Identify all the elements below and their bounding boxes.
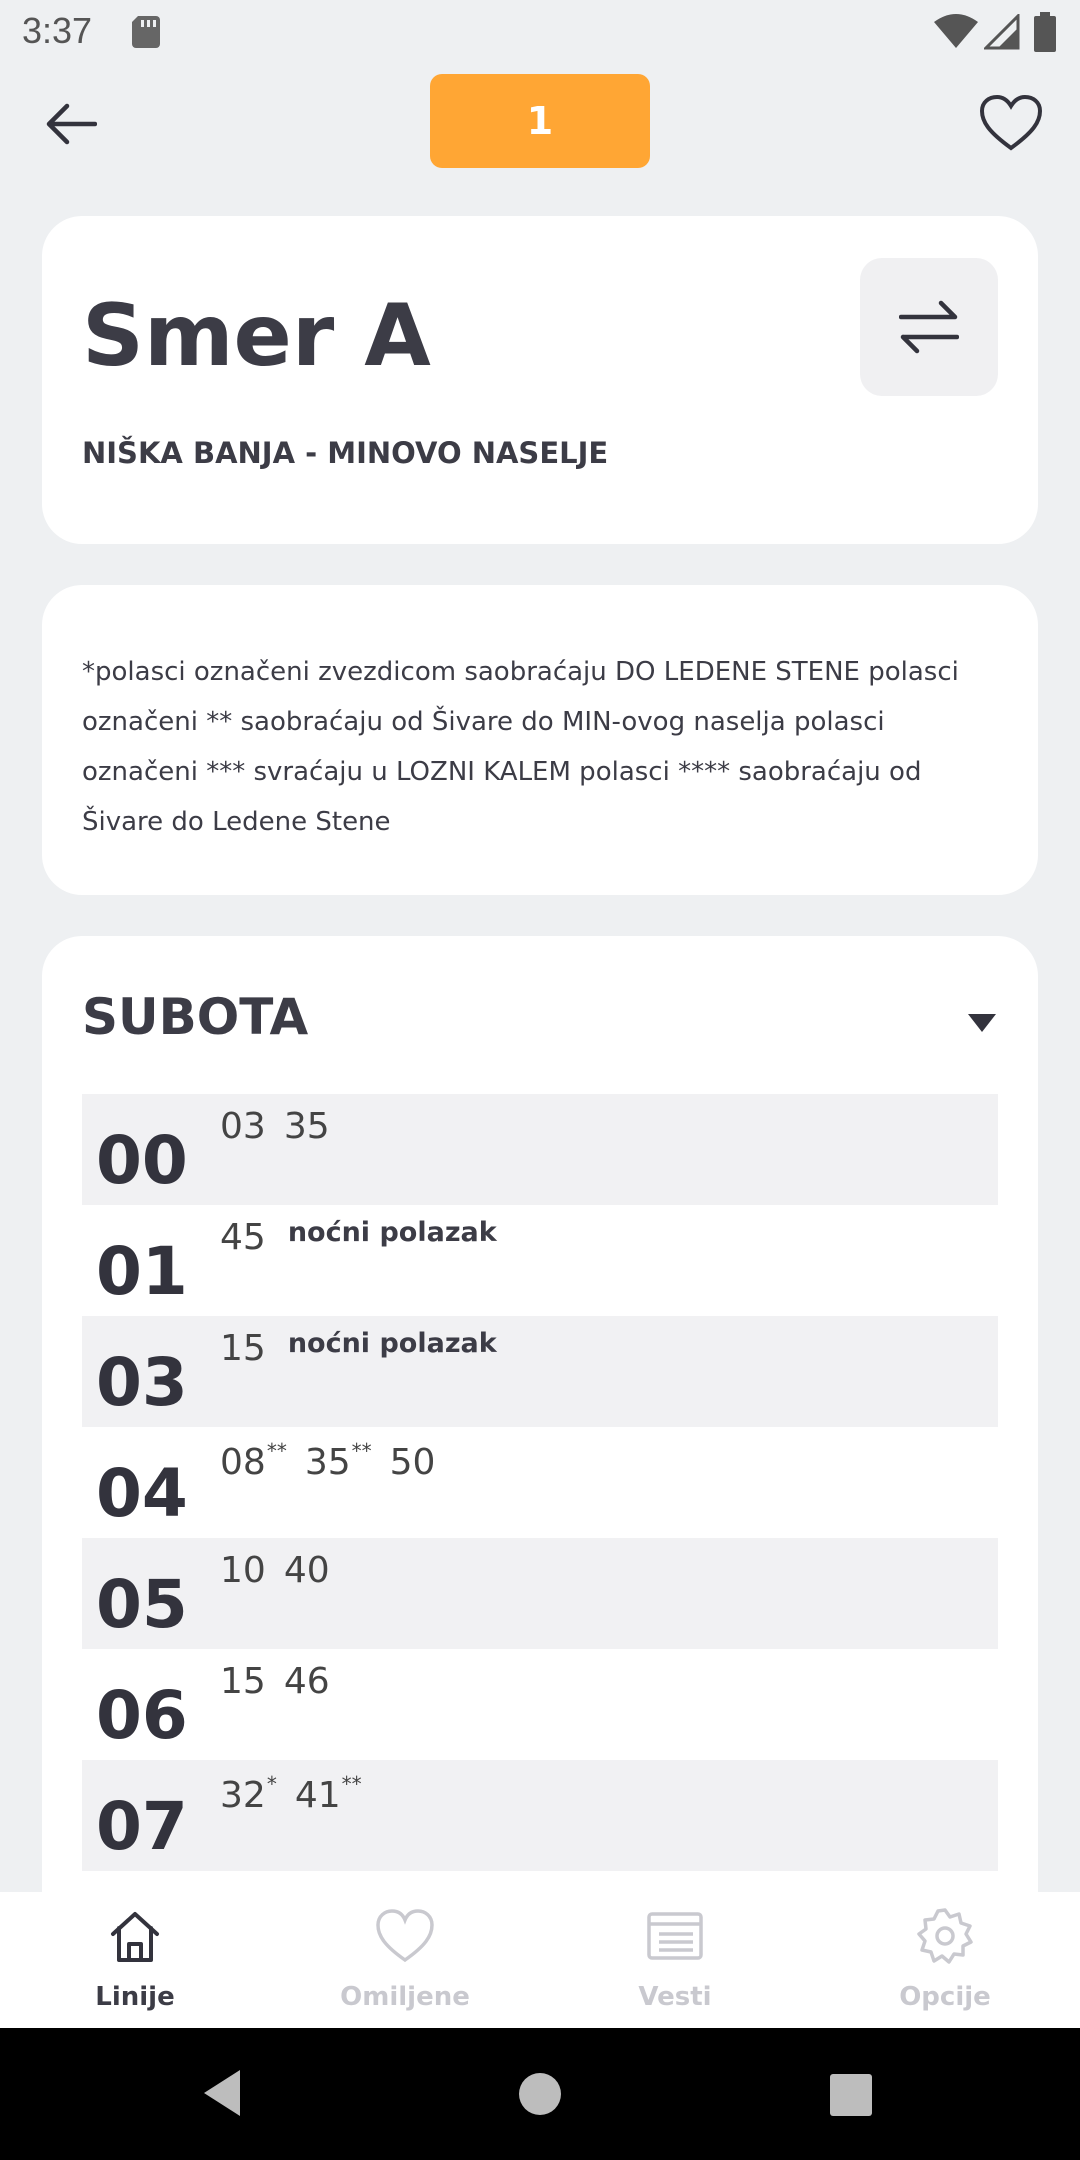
schedule-row xyxy=(82,1760,998,1871)
departure-minute xyxy=(284,1550,330,1591)
hour-label: 04 xyxy=(96,1455,188,1532)
nav-item-opcije[interactable] xyxy=(810,1892,1080,2028)
schedule-row xyxy=(82,1094,998,1205)
footnote-mark: ** xyxy=(351,1439,372,1463)
departure-minute xyxy=(294,1772,362,1816)
minute-value: 15 xyxy=(220,1328,266,1369)
departure-minute xyxy=(220,1328,266,1369)
heart-icon xyxy=(375,1906,435,1966)
hour-label: 01 xyxy=(96,1233,188,1310)
hour-label: 03 xyxy=(96,1344,188,1421)
schedule-row xyxy=(82,1427,998,1538)
schedule-row xyxy=(82,1205,998,1316)
line-number-badge: 1 xyxy=(430,74,650,168)
news-icon xyxy=(645,1906,705,1966)
back-button[interactable] xyxy=(36,94,106,154)
hour-label: 05 xyxy=(96,1566,188,1643)
minute-value: 35 xyxy=(304,1442,351,1483)
nav-label: Linije xyxy=(95,1982,175,2012)
sd-card-icon xyxy=(132,16,160,48)
night-departure-note: noćni polazak xyxy=(287,1328,497,1359)
nav-label: Vesti xyxy=(638,1982,712,2012)
minutes-list xyxy=(220,1772,380,1816)
minute-value: 40 xyxy=(283,1550,330,1591)
notes-text: *polasci označeni zvezdicom saobraćaju DO LEDENE STENE polasci označeni ** saobraćaju od Šivare do MIN-ovog naselja polasci označeni *** svraćaju u LOZNI KALEM polasci **** saobraćaju od Šivare do Ledene Stene xyxy=(82,657,959,837)
arrow-left-icon xyxy=(45,102,97,146)
notes-card xyxy=(42,585,1038,895)
home-icon xyxy=(105,1906,165,1966)
hour-label: 06 xyxy=(96,1677,188,1754)
departure-minute xyxy=(220,1550,266,1591)
system-back-icon[interactable] xyxy=(200,2068,244,2118)
heart-icon xyxy=(979,94,1043,152)
system-recents-icon[interactable] xyxy=(830,2074,872,2116)
hour-label: 00 xyxy=(96,1122,188,1199)
minute-value: 03 xyxy=(220,1106,266,1147)
minute-value: 45 xyxy=(220,1217,266,1258)
nav-label: Opcije xyxy=(899,1982,991,2012)
status-time: 3:37 xyxy=(22,10,93,51)
status-bar xyxy=(0,0,1080,66)
direction-title: Smer A xyxy=(82,286,431,386)
departure-minute xyxy=(304,1439,372,1483)
departure-list xyxy=(82,1094,998,1871)
minute-value: 08 xyxy=(220,1442,266,1483)
dropdown-arrow-icon[interactable] xyxy=(964,1008,1000,1038)
nav-item-vesti[interactable] xyxy=(540,1892,810,2028)
departure-minute xyxy=(284,1661,330,1702)
departure-minute xyxy=(284,1106,330,1147)
nav-item-linije[interactable] xyxy=(0,1892,270,2028)
minute-value: 15 xyxy=(220,1661,266,1702)
minute-value: 50 xyxy=(389,1442,436,1483)
footnote-mark: * xyxy=(266,1772,277,1796)
departure-minute xyxy=(220,1106,266,1147)
top-bar xyxy=(0,66,1080,176)
system-navigation-bar xyxy=(0,2028,1080,2160)
signal-icon xyxy=(984,14,1020,50)
minutes-list xyxy=(220,1106,348,1147)
schedule-card xyxy=(42,936,1038,1936)
minutes-list xyxy=(220,1661,348,1702)
hour-label: 07 xyxy=(96,1788,188,1865)
system-home-icon[interactable] xyxy=(518,2072,562,2116)
bottom-navigation xyxy=(0,1892,1080,2028)
footnote-mark: ** xyxy=(266,1439,287,1463)
minute-value: 32 xyxy=(220,1775,266,1816)
minute-value: 41 xyxy=(294,1775,341,1816)
minutes-list xyxy=(220,1550,348,1591)
favorite-button[interactable] xyxy=(976,90,1046,156)
swap-arrows-icon xyxy=(899,299,959,355)
departure-minute xyxy=(220,1439,287,1483)
departure-minute xyxy=(220,1661,266,1702)
route-name: NIŠKA BANJA - MINOVO NASELJE xyxy=(82,436,609,470)
departure-minute xyxy=(220,1772,277,1816)
night-departure-note: noćni polazak xyxy=(287,1217,497,1248)
schedule-row xyxy=(82,1316,998,1427)
footnote-mark: ** xyxy=(341,1772,362,1796)
departure-minute xyxy=(390,1442,436,1483)
gear-icon xyxy=(915,1906,975,1966)
minute-value: 46 xyxy=(283,1661,330,1702)
wifi-icon xyxy=(934,14,978,50)
nav-label: Omiljene xyxy=(340,1982,470,2012)
day-title[interactable]: SUBOTA xyxy=(82,988,309,1046)
swap-direction-button[interactable] xyxy=(860,258,998,396)
schedule-row xyxy=(82,1538,998,1649)
minutes-list xyxy=(220,1328,497,1369)
nav-item-omiljene[interactable] xyxy=(270,1892,540,2028)
minute-value: 10 xyxy=(220,1550,266,1591)
schedule-row xyxy=(82,1649,998,1760)
minutes-list xyxy=(220,1439,453,1483)
direction-card xyxy=(42,216,1038,544)
minutes-list xyxy=(220,1217,497,1258)
minute-value: 35 xyxy=(283,1106,330,1147)
battery-icon xyxy=(1034,12,1056,52)
departure-minute xyxy=(220,1217,266,1258)
